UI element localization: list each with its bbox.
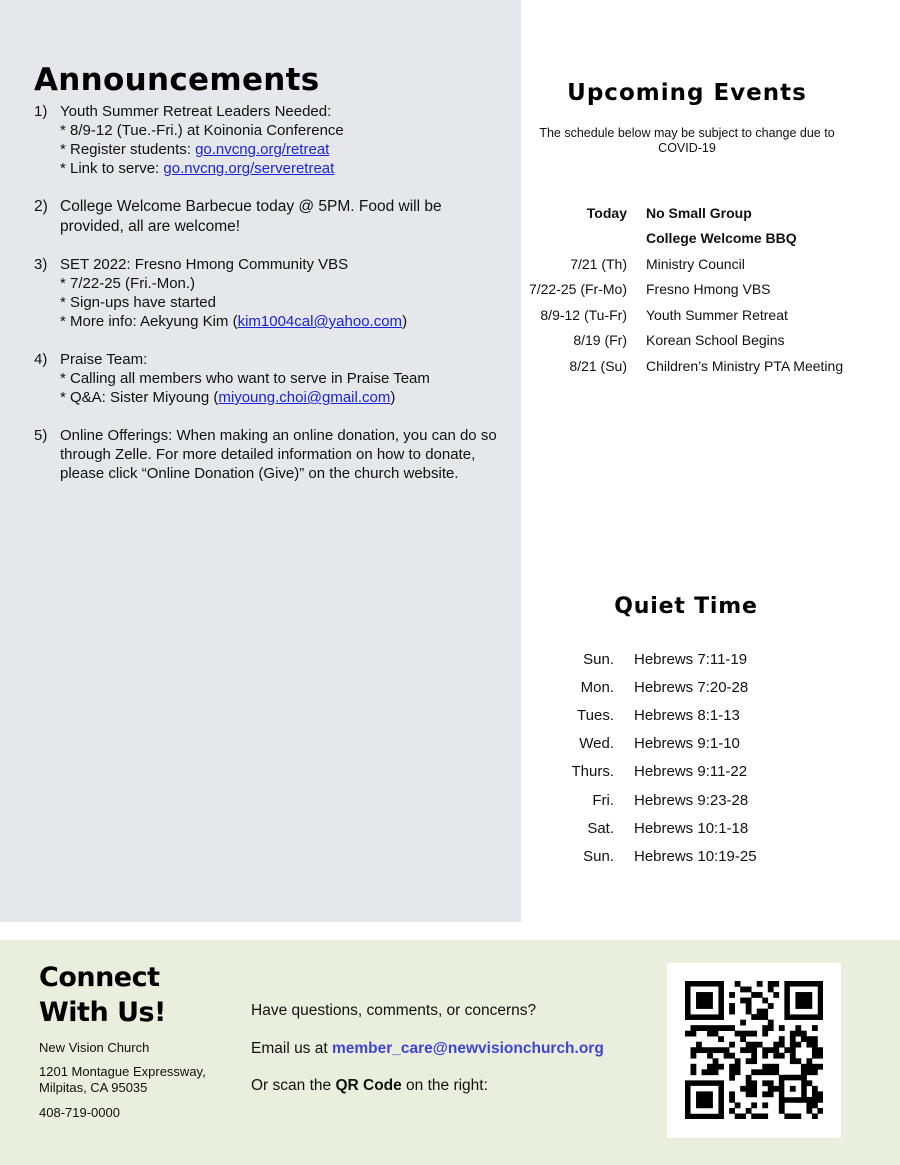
item-text: SET 2022: Fresno Hmong Community VBS [60, 256, 349, 273]
event-name: Children’s Ministry PTA Meeting [646, 357, 844, 374]
qr-code-icon [685, 981, 823, 1119]
events-table [522, 200, 882, 379]
qt-reference: Hebrews 9:11-22 [634, 763, 748, 781]
church-phone: 408-719-0000 [39, 1105, 120, 1120]
quiet-time-row [540, 842, 860, 870]
event-row [522, 277, 882, 303]
announcements-panel [0, 0, 521, 922]
event-row [522, 353, 882, 379]
contact-qr-line [251, 1077, 488, 1095]
event-name: College Welcome BBQ [646, 230, 797, 247]
quiet-time-title: Quiet Time [614, 594, 758, 619]
address-line: Milpitas, CA 95035 [39, 1080, 148, 1095]
event-date: 8/9-12 (Tu-Fr) [540, 306, 627, 323]
contact-question: Have questions, comments, or concerns? [251, 1002, 537, 1019]
item-detail [60, 140, 504, 159]
item-text: Online Offerings: When making an online donation, you can do so through Zelle. For more detailed information on how to donate, please click “Online Donation (Give)” on the church website. [60, 427, 497, 482]
detail-prefix: * Q&A: Sister Miyoung ( [60, 389, 219, 406]
event-name: Fresno Hmong VBS [646, 281, 771, 298]
email-prefix: Email us at [251, 1040, 332, 1057]
qt-day: Sun. [583, 650, 614, 668]
qt-reference: Hebrews 9:23-28 [634, 791, 749, 809]
qt-day: Sat. [587, 819, 614, 837]
event-name: Youth Summer Retreat [646, 306, 788, 323]
item-detail: * Calling all members who want to serve in Praise Team [60, 370, 430, 387]
qr-suffix: on the right: [401, 1077, 488, 1094]
email-link[interactable]: kim1004cal@yahoo.com [237, 313, 403, 330]
item-detail [60, 312, 504, 331]
item-detail [60, 159, 504, 178]
event-row [522, 302, 882, 328]
quiet-time-row [540, 814, 860, 842]
detail-suffix: ) [402, 313, 408, 330]
quiet-time-row [540, 758, 860, 786]
qt-reference: Hebrews 7:20-28 [634, 678, 749, 696]
announcement-item-3 [34, 255, 504, 331]
qt-day: Sun. [583, 847, 614, 865]
quiet-time-row [540, 673, 860, 701]
qt-reference: Hebrews 9:1-10 [634, 735, 740, 753]
connect-title-line: With Us! [39, 997, 166, 1028]
serve-link[interactable]: go.nvcng.org/serveretreat [163, 160, 335, 177]
event-name: No Small Group [646, 204, 752, 221]
event-name: Korean School Begins [646, 332, 785, 349]
announcement-item-4 [34, 350, 504, 407]
detail-prefix: * Register students: [60, 141, 196, 158]
qr-bold-text: QR Code [335, 1077, 402, 1094]
detail-prefix: * Link to serve: [60, 160, 164, 177]
connect-footer [0, 940, 900, 1165]
qt-day: Mon. [580, 678, 614, 696]
event-date: 7/21 (Th) [570, 255, 627, 272]
qt-reference: Hebrews 10:1-18 [634, 819, 749, 837]
qt-day: Wed. [579, 735, 614, 753]
item-number: 2) [34, 198, 48, 215]
email-link[interactable]: miyoung.choi@gmail.com [218, 389, 391, 406]
qt-reference: Hebrews 8:1-13 [634, 706, 740, 724]
event-date: 8/19 (Fr) [573, 332, 627, 349]
event-row [522, 328, 882, 354]
qt-day: Tues. [577, 706, 614, 724]
register-link[interactable]: go.nvcng.org/retreat [195, 141, 330, 158]
qr-prefix: Or scan the [251, 1077, 336, 1094]
item-text: Praise Team: [60, 351, 148, 368]
quiet-time-table [540, 645, 860, 871]
church-address [39, 1064, 239, 1096]
quiet-time-row [540, 701, 860, 729]
item-detail [60, 388, 504, 407]
events-note: The schedule below may be subject to change due to COVID-19 [539, 126, 835, 155]
quiet-time-row [540, 786, 860, 814]
item-detail: * 7/22-25 (Fri.-Mon.) [60, 275, 196, 292]
item-detail: * 8/9-12 (Tue.-Fri.) at Koinonia Conference [60, 122, 344, 139]
event-row [522, 226, 882, 252]
announcements-list [34, 102, 504, 502]
qt-reference: Hebrews 10:19-25 [634, 847, 757, 865]
event-date: 8/21 (Su) [569, 357, 627, 374]
event-name: Ministry Council [646, 255, 745, 272]
connect-title [39, 960, 166, 1030]
announcement-item-5 [34, 426, 504, 483]
item-detail: * Sign-ups have started [60, 294, 216, 311]
item-number: 4) [34, 351, 48, 368]
connect-title-line: Connect [39, 962, 160, 993]
address-line: 1201 Montague Expressway, [39, 1064, 206, 1079]
announcement-item-2 [34, 197, 504, 236]
quiet-time-row [540, 730, 860, 758]
announcement-item-1 [34, 102, 504, 178]
event-date: 7/22-25 (Fr-Mo) [528, 281, 627, 298]
item-number: 3) [34, 256, 48, 273]
event-date: Today [586, 204, 627, 221]
contact-email-link[interactable]: member_care@newvisionchurch.org [331, 1040, 604, 1057]
qt-reference: Hebrews 7:11-19 [634, 650, 748, 668]
quiet-time-row [540, 645, 860, 673]
detail-prefix: * More info: Aekyung Kim ( [60, 313, 238, 330]
contact-email-line [251, 1040, 604, 1058]
events-title: Upcoming Events [567, 80, 807, 106]
item-number: 5) [34, 427, 48, 444]
announcements-title: Announcements [34, 62, 320, 98]
qt-day: Fri. [592, 791, 614, 809]
detail-suffix: ) [390, 389, 396, 406]
event-row [522, 200, 882, 226]
item-text: Youth Summer Retreat Leaders Needed: [60, 103, 332, 120]
qr-code[interactable] [667, 963, 841, 1138]
event-row [522, 251, 882, 277]
church-name: New Vision Church [39, 1040, 150, 1055]
qt-day: Thurs. [571, 763, 614, 781]
item-text: College Welcome Barbecue today @ 5PM. Food will be provided, all are welcome! [60, 198, 442, 235]
item-number: 1) [34, 103, 48, 120]
